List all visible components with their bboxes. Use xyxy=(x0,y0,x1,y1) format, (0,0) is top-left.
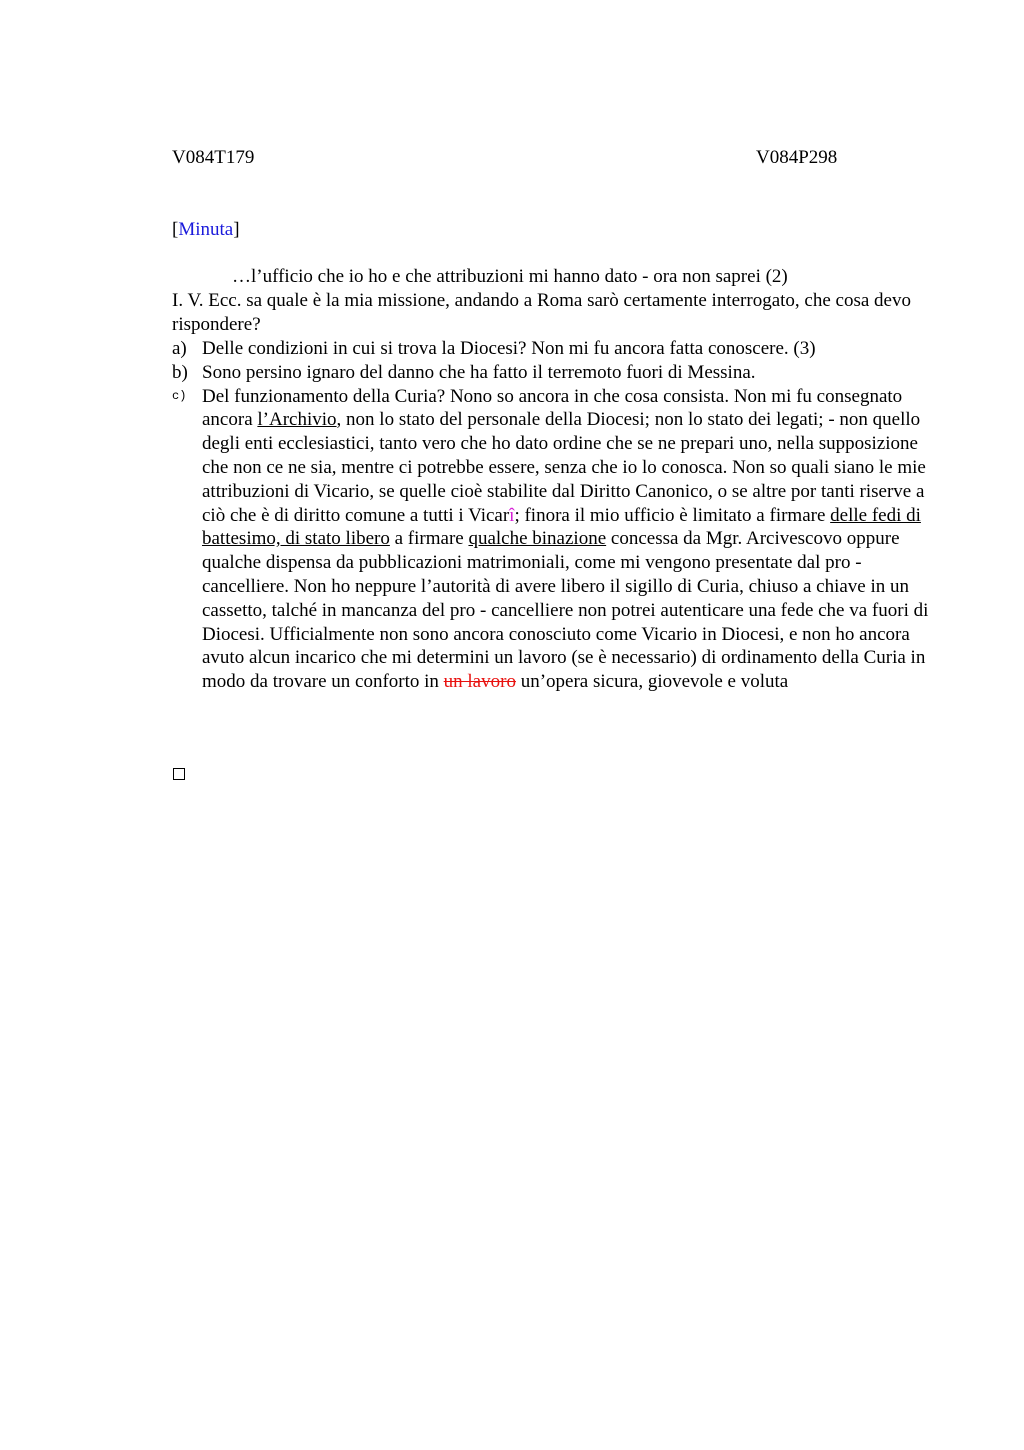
list-item-a xyxy=(172,337,932,361)
intro-block xyxy=(172,265,932,336)
list-text-c-part-1: Del funzionamento della Curia? Nono so ancora in che cosa consista. Non mi fu consegnato ancora xyxy=(202,385,903,431)
struck-text: un lavoro xyxy=(443,671,516,693)
list-text-b: Sono persino ignaro del danno che ha fatto il terremoto fuori di Messina. xyxy=(202,361,756,383)
list-item-c xyxy=(172,385,932,694)
minuta-open-bracket: [ xyxy=(172,219,179,240)
minuta-label xyxy=(172,218,240,242)
list-text-a: Delle condizioni in cui si trova la Diocesi? Non mi fu ancora fatta conoscere. (3) xyxy=(202,338,816,359)
minuta-close-bracket: ] xyxy=(233,219,240,240)
underlined-fedi: delle fedi di battesimo, di stato libero xyxy=(202,504,921,550)
intro-line-1: …l’ufficio che io ho e che attribuzioni mi hanno dato - ora non saprei (2) xyxy=(232,266,788,287)
end-square-icon xyxy=(173,768,185,780)
underlined-archivio: l’Archivio xyxy=(257,409,337,431)
list-text-c-part-3: ; finora il mio ufficio è limitato a firmare xyxy=(514,504,831,526)
list-marker-b: b) xyxy=(172,361,188,383)
intro-line-2: I. V. Ecc. sa quale è la mia missione, andando a Roma sarò certamente interrogato, che cosa devo rispondere? xyxy=(172,289,911,335)
list-text-c-part-6: un’opera sicura, giovevole e voluta xyxy=(515,671,789,693)
list-text-c-part-2: , non lo stato del personale della Diocesi; non lo stato dei legati; - non quello degli enti ecclesiastici, tanto vero che ho dato ordine che se ne prepari uno, nella supposizione che non ce ne sia, mentre ci potrebbe essere, senza che io lo conosca. Non so quali siano le mie attribuzioni di Vicario, se quelle cioè stabilite dal Diritto Canonico, o se altre por tanti riserve a ciò che è di diritto comune a tutti i Vicar xyxy=(202,409,926,526)
list-text-c-part-4: a firmare xyxy=(389,528,469,550)
list-item-b xyxy=(172,361,932,385)
list-text-c-part-5: concessa da Mgr. Arcivescovo oppure qualche dispensa da pubblicazioni matrimoniali, come mi vengono presentate dal pro - cancelliere. Non ho neppure l’autorità di avere libero il sigillo di Curia, chiuso a chiave in un cassetto, talché in mancanza del pro - cancelliere non potrei autenticare una fede che va fuori di Diocesi. Ufficialmente non sono ancora conosciuto come Vicario in Diocesi, e non ho ancora avuto alcun incarico che mi determini un lavoro (se è necessario) di ordinamento della Curia in modo da trovare un conforto in xyxy=(202,528,929,693)
minuta-text: Minuta xyxy=(178,219,234,240)
question-list xyxy=(172,337,932,694)
highlighted-char: î xyxy=(509,504,515,526)
list-marker-a: a) xyxy=(172,338,187,359)
list-marker-c: c) xyxy=(172,388,187,403)
document-code-right: V084P298 xyxy=(756,147,838,168)
document-code-left: V084T179 xyxy=(172,147,255,168)
underlined-binazione: qualche binazione xyxy=(468,528,607,550)
